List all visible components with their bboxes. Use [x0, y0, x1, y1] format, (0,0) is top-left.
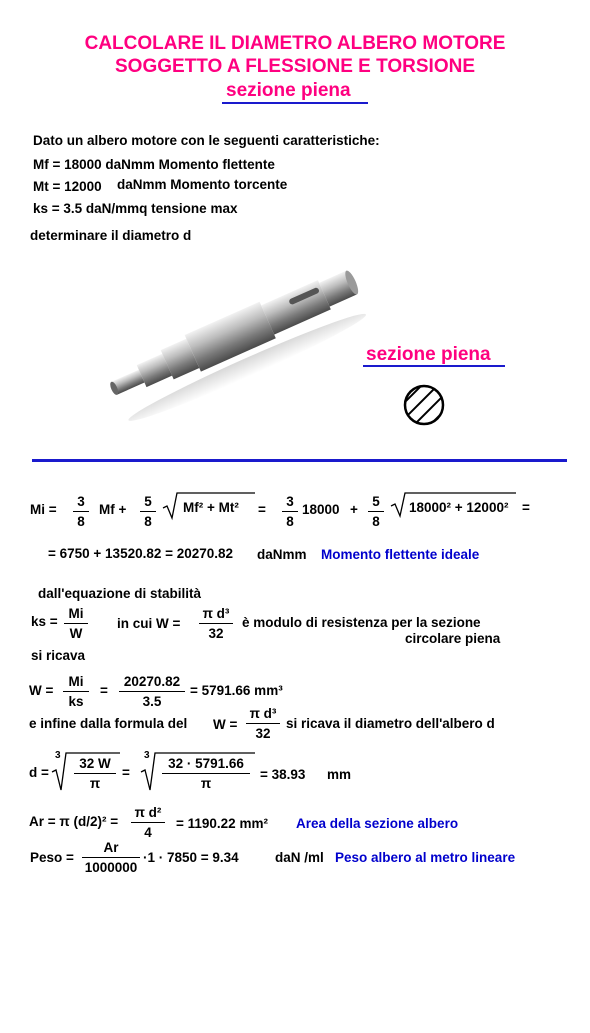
eqw-result: = 5791.66 mm³: [190, 683, 283, 698]
eq1-plus: +: [350, 502, 358, 517]
intro-text: Dato un albero motore con le seguenti caratteristiche:: [33, 133, 380, 148]
fraction-pi-d2-4: π d² 4: [131, 805, 165, 841]
eqar-lhs: Ar = π (d/2)² =: [29, 814, 119, 829]
section-divider: [32, 459, 567, 462]
stability-desc: è modulo di resistenza per la sezione: [242, 615, 481, 630]
stability-ks: ks =: [31, 614, 58, 629]
eqar-label: Area della sezione albero: [296, 816, 459, 831]
find-diameter: determinare il diametro d: [30, 228, 192, 243]
fraction-5-8-b: 5 8: [368, 494, 384, 530]
eqar-result: = 1190.22 mm²: [176, 816, 268, 831]
hatched-circle-icon: [403, 384, 445, 426]
given-mf: Mf = 18000 daNmm Momento flettente: [33, 157, 275, 172]
eqd-unit: mm: [327, 767, 352, 782]
motor-shaft-image: [95, 270, 370, 415]
eq1-equals: =: [258, 502, 266, 517]
eqpeso-label: Peso albero al metro lineare: [335, 850, 516, 865]
eqw-equals: =: [100, 683, 108, 698]
given-mt-desc: daNmm Momento torcente: [117, 177, 288, 192]
eq1-value: 18000: [302, 502, 340, 517]
stability-heading: dall'equazione di stabilità: [38, 586, 201, 601]
given-mt-value: Mt = 12000: [33, 179, 102, 194]
eq1-lhs: Mi =: [30, 502, 57, 517]
eqpeso-unit: daN /ml: [275, 850, 324, 865]
eq1-equals-2: =: [522, 500, 530, 515]
eqd-result: = 38.93: [260, 767, 306, 782]
fraction-3-8-b: 3 8: [282, 494, 298, 530]
infine-text: e infine dalla formula del: [29, 716, 188, 731]
fraction-pi-d3-32: π d³ 32: [199, 606, 233, 642]
fraction-32w-pi: 32 W π: [74, 756, 116, 792]
page-title-line2: SOGGETTO A FLESSIONE E TORSIONE: [115, 56, 475, 77]
fraction-mi-ks: Mi ks: [63, 674, 89, 710]
section-label-underline: [363, 365, 505, 367]
fraction-3-8: 3 8: [73, 494, 89, 530]
eq2-unit: daNmm: [257, 547, 307, 562]
infine-w: W =: [213, 717, 238, 732]
eq2-label: Momento flettente ideale: [321, 547, 480, 562]
subtitle-underline: [222, 102, 368, 104]
cube-root-index-2: 3: [144, 750, 150, 761]
eqd-lhs: d =: [29, 765, 49, 780]
si-ricava: si ricava: [31, 648, 86, 663]
fraction-5-8: 5 8: [140, 494, 156, 530]
eqw-lhs: W =: [29, 683, 54, 698]
stability-incui: in cui W =: [117, 616, 181, 631]
page-title: CALCOLARE IL DIAMETRO ALBERO MOTORE: [84, 33, 506, 54]
eq1-radicand: Mf² + Mt²: [183, 500, 239, 515]
eq2-result: = 6750 + 13520.82 = 20270.82: [48, 546, 234, 561]
eqpeso-lhs: Peso =: [30, 850, 74, 865]
fraction-value-pi: 32 · 5791.66 π: [162, 756, 250, 792]
given-ks: ks = 3.5 daN/mmq tensione max: [33, 201, 238, 216]
stability-desc-2: circolare piena: [405, 631, 501, 646]
eq1-mf: Mf +: [99, 502, 127, 517]
fraction-ar-1000000: Ar 1000000: [82, 840, 140, 876]
section-label: sezione piena: [366, 344, 491, 365]
eq1-radicand-2: 18000² + 12000²: [409, 500, 509, 515]
eqd-equals: =: [122, 765, 130, 780]
fraction-pi-d3-32-b: π d³ 32: [246, 706, 280, 742]
infine-text-2: si ricava il diametro dell'albero d: [286, 716, 495, 731]
fraction-mi-w: Mi W: [64, 606, 88, 642]
cube-root-index: 3: [55, 750, 61, 761]
page-subtitle: sezione piena: [226, 80, 351, 101]
eqpeso-result: ·1 · 7850 = 9.34: [143, 850, 239, 865]
fraction-mi-value: 20270.82 3.5: [119, 674, 185, 710]
